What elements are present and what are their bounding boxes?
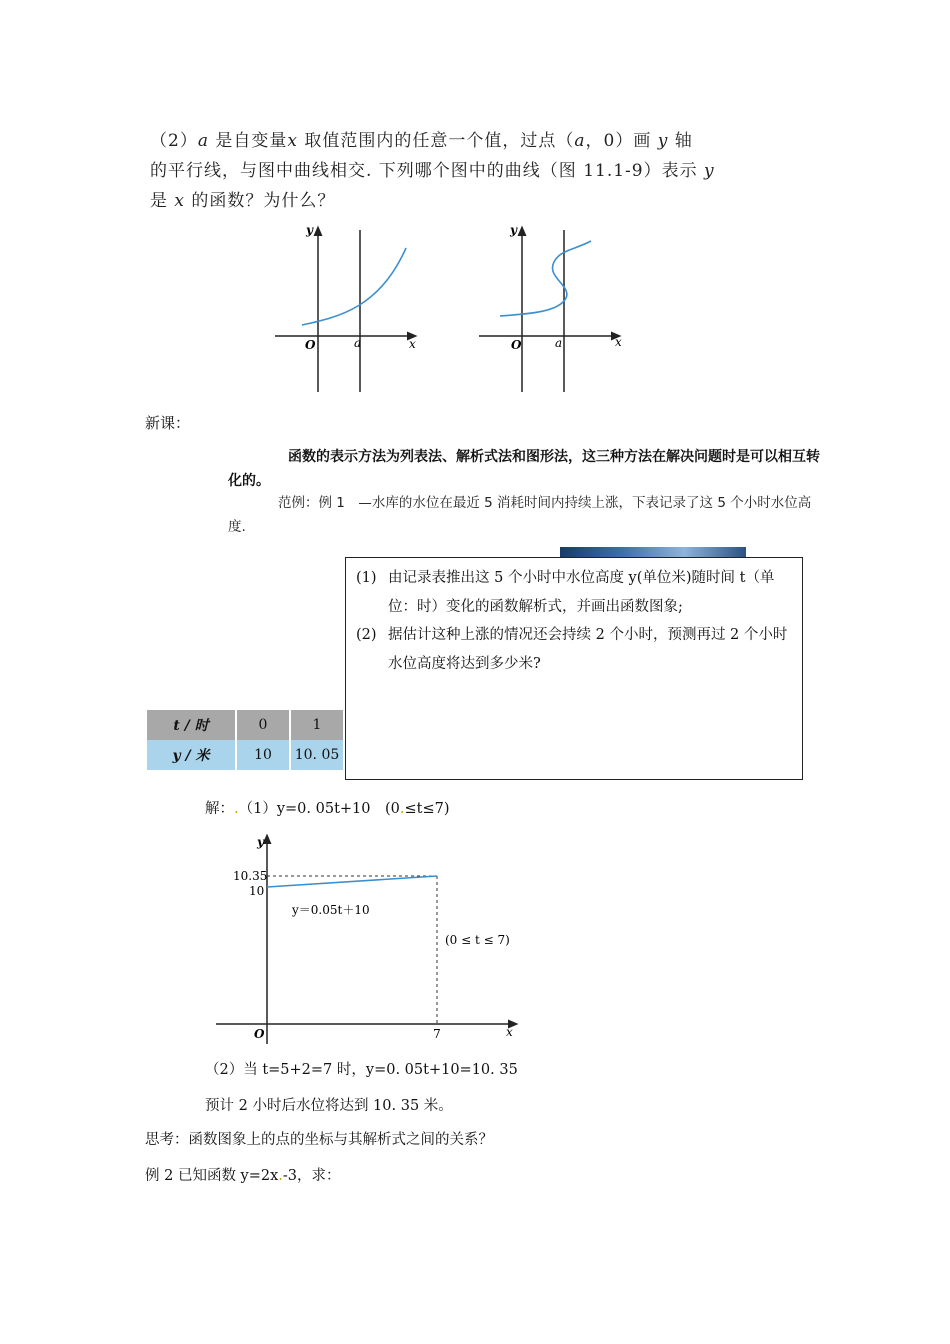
question-line-2: 的平行线，与图中曲线相交. 下列哪个图中的曲线（图 11.1-9）表示 y <box>150 161 715 181</box>
example-1-text: 范例：例 1 —水库的水位在最近 5 消耗时间内持续上涨，下表记录了这 5 个小时水位高度. <box>228 495 812 535</box>
question-line-3: 是 x 的函数？为什么？ <box>150 191 336 211</box>
x-label: x <box>615 335 622 349</box>
figure-right-curve <box>474 222 634 394</box>
line-label: y＝0.05t＋10 <box>292 903 370 917</box>
example-2-text: 例 2 已知函数 y=2x.-3，求： <box>145 1168 341 1184</box>
solution-part-2: （2）当 t=5+2=7 时，y=0. 05t+10=10. 35 <box>205 1062 518 1078</box>
solution-conclusion: 预计 2 小时后水位将达到 10. 35 米。 <box>205 1098 453 1114</box>
y-tick-label: 10 <box>249 884 265 898</box>
a-label: a <box>555 336 563 350</box>
origin-label: O <box>305 338 316 352</box>
a-label: a <box>354 336 362 350</box>
think-question: 思考：函数图象上的点的坐标与其解析式之间的关系？ <box>145 1132 493 1148</box>
section-label: 新课： <box>145 414 191 432</box>
x-tick-label: 7 <box>433 1027 441 1041</box>
table-cell: t / 时 <box>147 710 235 740</box>
y-tick-label: 10.35 <box>233 869 268 883</box>
intro-paragraph: 函数的表示方法为列表法、解析式法和图形法，这三种方法在解决问题时是可以相互转化的。 <box>228 449 820 489</box>
reservoir-photo <box>560 547 746 557</box>
x-label: x <box>506 1025 513 1039</box>
y-label: y <box>510 223 517 237</box>
table-row <box>147 710 343 740</box>
table-cell: 10 <box>237 740 289 770</box>
task-box <box>345 557 803 780</box>
curve <box>500 241 591 316</box>
x-label: x <box>409 337 416 351</box>
question-text <box>150 126 760 216</box>
domain-label: (0 ≤ t ≤ 7) <box>445 933 510 947</box>
origin-label: O <box>254 1027 265 1041</box>
table-cell: 10. 05 <box>291 740 343 770</box>
water-level-chart <box>212 834 522 1048</box>
y-label: y <box>306 223 313 237</box>
origin-label: O <box>511 338 522 352</box>
series-line <box>267 876 437 887</box>
table-cell: y / 米 <box>147 740 235 770</box>
solution-part-1: 解：.（1）y=0. 05t+10 (0.≤t≤7) <box>205 801 450 817</box>
question-line-1: （2）a 是自变量x 取值范围内的任意一个值，过点（a，0）画 y 轴 <box>150 131 693 151</box>
table-cell: 1 <box>291 710 343 740</box>
figure-left-curve <box>270 222 430 394</box>
table-row <box>147 740 343 770</box>
water-level-table <box>145 710 345 770</box>
table-cell: 0 <box>237 710 289 740</box>
y-label: y <box>257 835 264 849</box>
task-item-1: (1) 由记录表推出这 5 个小时中水位高度 y(单位米)随时间 t（单位：时）变化的函数解析式，并画出函数图象; <box>356 570 775 615</box>
task-item-2: (2) 据估计这种上涨的情况还会持续 2 个小时，预测再过 2 个小时水位高度将达到多少米? <box>356 627 788 672</box>
